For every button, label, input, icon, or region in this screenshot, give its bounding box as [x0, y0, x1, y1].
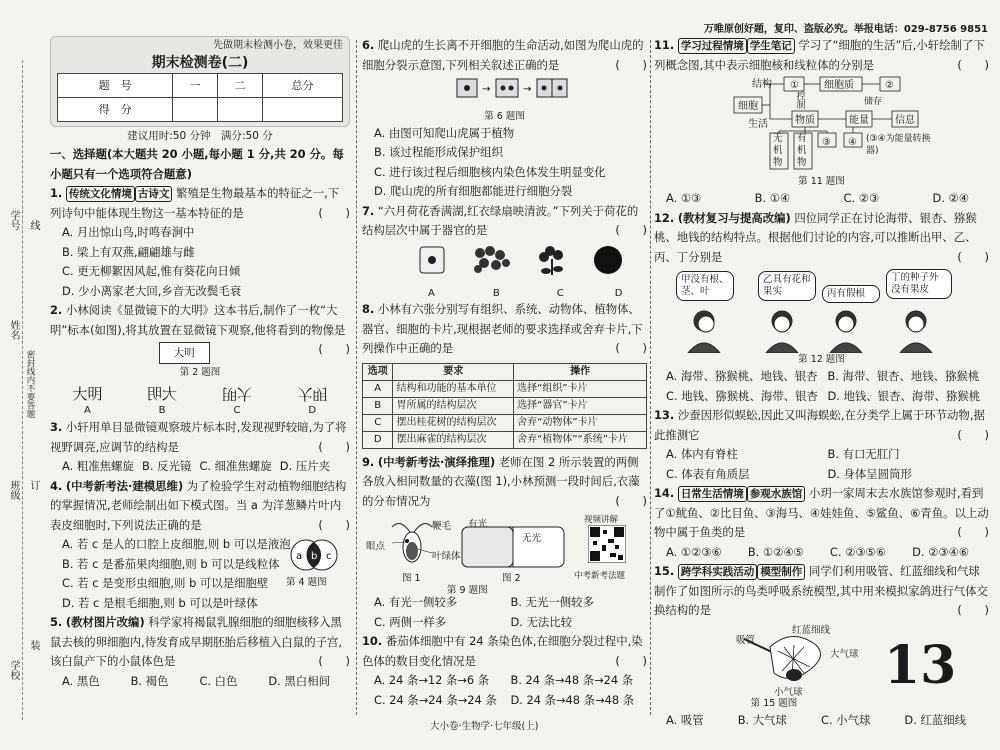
answer-paren[interactable]: ( ) [615, 223, 647, 237]
header-note: 先做期末检测小卷，效果更佳 [213, 40, 343, 51]
score-cell: 得 分 [58, 98, 173, 122]
context-tag: 日常生活情境 [678, 486, 747, 502]
score-input[interactable] [262, 98, 342, 122]
q2-figure [50, 342, 350, 366]
table-row: B 胃所属的结构层次 选择“器官”卡片 [363, 397, 647, 414]
exam-header [50, 36, 350, 127]
answer-paren[interactable]: ( ) [957, 603, 989, 617]
exam-meta: 建议用时:50 分钟 满分:50 分 [127, 130, 273, 142]
answer-paren[interactable]: ( ) [615, 57, 647, 72]
option: A. 若 c 是人的口腔上皮细胞,则 b 可以是液泡 [62, 537, 291, 551]
question-2: 2. 小林阅读《显微镜下的大明》这本书后,制作了一枚“大明”标本(如图),将其放置在显微镜下观察,他将看到的物像是 ( ) [50, 301, 350, 340]
answer-paren[interactable]: ( ) [957, 57, 989, 72]
question-9: 9. (中考新考法·演绎推理) 老师在图 2 所示装置的两侧各放入相同数量的衣藻(图 1),小林预测一段时间后,衣藻的分布情况为 ( ) [362, 453, 647, 512]
answer-paren[interactable]: ( ) [318, 342, 350, 356]
figure-caption: 第 12 题图 [798, 354, 845, 365]
label-straw: 吸管 [736, 634, 756, 646]
answer-paren[interactable]: ( ) [957, 427, 989, 442]
q12-figure [654, 267, 989, 353]
question-1: 1. 传统文化情境 古诗文 繁殖是生物最基本的特征之一,下列诗句中能体现生物这一基本特征的是 ( ) [50, 184, 350, 223]
side-ding: 订 [28, 480, 39, 490]
options-row: A. 粗准焦螺旋 B. 反光镜 C. 细准焦螺旋 D. 压片夹 [62, 459, 330, 473]
question-5: 5. (教材图片改编) 科学家将褐鼠乳腺细胞的细胞核移入黑鼠去核的卵细胞内,待发育成早期胚胎后移植入白鼠的子宫,该白鼠产下的小鼠体色是 ( ) [50, 613, 350, 672]
image-c: 大明 [222, 385, 253, 403]
option: C. 更无柳絮因风起,惟有葵花向日倾 [62, 264, 241, 278]
question-13: 13. 沙蚕因形似蜈蚣,因此又叫海蜈蚣,在分类学上属于环节动物,据此推测它 ( ) [654, 406, 989, 445]
side-zhuang: 装 [28, 640, 39, 650]
score-cell: 二 [218, 74, 263, 98]
answer-paren[interactable]: ( ) [318, 439, 350, 454]
answer-paren[interactable]: ( ) [615, 493, 647, 508]
options-row: A. 海带、猕猴桃、地钱、银杏 B. 海带、银杏、地钱、猕猴桃 [666, 369, 980, 383]
options-row: C. 两侧一样多 D. 无法比较 [374, 614, 573, 629]
option: B. 该过程能形成保护组织 [374, 145, 503, 159]
label-flagellum: 鞭毛 [432, 521, 452, 532]
label-light: 有光 [468, 519, 488, 530]
score-cell: 一 [173, 74, 218, 98]
answer-paren[interactable]: ( ) [615, 653, 647, 668]
venn-label-a: a [296, 551, 303, 562]
column-2 [362, 36, 647, 710]
label-small-balloon: 小气球 [774, 686, 803, 698]
answer-paren[interactable]: ( ) [318, 654, 350, 668]
image-b: 大明 [147, 385, 178, 403]
option: C. 若 c 是变形虫细胞,则 b 可以是细胞壁 [62, 576, 269, 590]
copyright-notice: 万唯原创好题，复印、盗版必究。举报电话：029-8756 9851 [703, 24, 988, 35]
speech-bubble: 甲没有根、茎、叶 [676, 271, 734, 301]
score-cell: 题 号 [58, 74, 173, 98]
q15-figure [654, 621, 874, 697]
binding-strip [4, 60, 44, 720]
label-thread: 红蓝细线 [792, 624, 831, 636]
concept-map: 结构 ① 细胞质 ② 细胞 控制 储存 生活 物质 能量 信息 无机物 有机物 ③ ④ (③④为能量转换器) [654, 75, 989, 175]
column-1 [50, 36, 350, 691]
option: D. 少小离家老大回,乡音无改鬓毛衰 [62, 283, 242, 298]
options-row: A. 体内有脊柱 B. 有口无肛门 [666, 447, 900, 461]
label-chloroplast: 叶绿体 [432, 551, 461, 562]
exam-title: 期末检测卷(二) [151, 55, 249, 71]
figure-caption: 第 11 题图 [798, 176, 845, 187]
footer: 大小卷·生物学·七年级(上) [430, 721, 539, 732]
label-big-balloon: 大气球 [830, 648, 859, 660]
figure-caption: 第 6 题图 [484, 110, 525, 122]
speech-bubble: 乙具有花和果实 [758, 271, 816, 301]
answer-paren[interactable]: ( ) [318, 517, 350, 532]
answer-paren[interactable]: ( ) [957, 249, 989, 264]
context-tag: 古诗文 [135, 186, 173, 202]
svg-text:→: → [523, 84, 532, 95]
question-10: 10. 番茄体细胞中有 24 条染色体,在细胞分裂过程中,染色体的数目变化情况是 ( ) [362, 632, 647, 671]
column-divider [356, 40, 357, 715]
options-row: A. 黑色 B. 褐色 C. 白色 D. 黑白相间 [62, 673, 330, 688]
options-row: C. 24 条→24 条→24 条 D. 24 条→48 条→48 条 [374, 692, 635, 707]
side-name: 姓名 [8, 320, 19, 340]
score-table [57, 73, 343, 122]
options-row: A. 有光一侧较多 B. 无光一侧较多 [374, 595, 594, 609]
table-header: 选项 [363, 363, 393, 380]
column-divider [650, 40, 651, 715]
image-a: 大明 [72, 385, 103, 403]
score-input[interactable] [218, 98, 263, 122]
venn-label-c: c [326, 551, 332, 562]
option: A. 月出惊山鸟,时鸣春涧中 [62, 225, 195, 239]
q2-labels: A B C D [83, 405, 317, 416]
answer-paren[interactable]: ( ) [957, 525, 989, 539]
page-number: 13 [884, 635, 957, 696]
fig2-label: 图 2 [502, 573, 521, 584]
question-15: 15. 跨学科实践活动 模型制作 同学们利用吸管、红蓝细线和气球制作了如图所示的鸟类呼吸系统模型,其中用来模拟家鸽进行气体交换结构的是 ( ) [654, 562, 989, 621]
venn-diagram [282, 537, 346, 573]
options-row: A. ①②③⑥ B. ①②④⑤ C. ②③⑤⑥ D. ②③④⑥ [666, 544, 969, 559]
context-tag: 模型制作 [757, 564, 805, 580]
speech-bubble: 丁的种子外没有果皮 [886, 269, 952, 299]
context-tag: 学生笔记 [747, 38, 795, 54]
q7-labels: A B C D [428, 288, 623, 299]
question-7: 7. “六月荷花香满湖,红衣绿扇映清波。”下列关于荷花的结构层次中属于器官的是 ( ) [362, 202, 647, 241]
question-8: 8. 小林有六张分别写有组织、系统、动物体、植物体、器官、细胞的卡片,现根据老师的要求选择或舍弃卡片,下列操作中正确的是 ( ) [362, 300, 647, 359]
table-row: A 结构和功能的基本单位 选择“组织”卡片 [363, 380, 647, 397]
options-row: C. 体表有角质层 D. 身体呈圆筒形 [666, 466, 912, 481]
label-eyespot: 眼点 [366, 541, 386, 552]
question-4: 4. (中考新考法·建模思维) 为了检验学生对动植物细胞结构的掌握情况,老师绘制出如下模式图。当 a 为洋葱鳞片叶内表皮细胞时,下列说法正确的是 ( ) [50, 477, 350, 536]
option: D. 爬山虎的所有细胞都能进行细胞分裂 [374, 184, 573, 198]
option: D. 若 c 是根毛细胞,则 b 可以是叶绿体 [62, 595, 258, 610]
q9-figure [362, 511, 647, 596]
side-school: 学校 [8, 660, 19, 680]
score-cell: 总分 [262, 74, 342, 98]
side-id: 学号 [8, 210, 19, 230]
table-row: C 摆出桂花树的结构层次 舍弃“动物体”卡片 [363, 414, 647, 431]
question-11: 11. 学习过程情境 学生笔记 学习了“细胞的生活”后,小轩绘制了下列概念图,其中表示细胞核和线粒体的分别是 ( ) [654, 36, 989, 75]
specimen-label: 大明 [159, 342, 210, 364]
figure-caption: 第 2 题图 [179, 367, 221, 378]
question-3: 3. 小轩用单目显微镜观察玻片标本时,发现视野较暗,为了将视野调亮,应调节的结构是 ( ) [50, 418, 350, 457]
context-tag: 参观水族馆 [747, 486, 806, 502]
q8-table [362, 363, 647, 449]
qr-code[interactable] [588, 525, 626, 563]
options-row: A. ①③ B. ①④ C. ②③ D. ②④ [666, 191, 969, 205]
figure-caption: 第 9 题图 [447, 585, 488, 596]
column-3 [654, 36, 989, 730]
venn-label-b: b [311, 551, 318, 562]
image-d: 大明 [297, 385, 328, 403]
side-class: 班级 [8, 480, 19, 500]
options-row: A. 吸管 B. 大气球 C. 小气球 D. 红蓝细线 [666, 712, 966, 727]
qr-title: 视频讲解 [584, 515, 619, 525]
svg-text:→: → [482, 84, 491, 95]
students-illustration [654, 307, 989, 353]
options-row: C. 地钱、猕猴桃、海带、银杏 D. 地钱、银杏、海带、猕猴桃 [666, 388, 981, 403]
answer-paren[interactable]: ( ) [615, 341, 647, 355]
figure-caption: 第 4 题图 [286, 577, 327, 588]
side-line: 线 [28, 220, 39, 230]
label-dark: 无光 [522, 533, 542, 544]
fig1-label: 图 1 [402, 573, 421, 584]
section-heading: 一、选择题(本大题共 20 小题,每小题 1 分,共 20 分。每小题只有一个选项符合题意) [50, 147, 344, 181]
question-6: 6. 爬山虎的生长离不开细胞的生命活动,如图为爬山虎的细胞分裂示意图,下列相关叙述正确的是 ( ) [362, 36, 647, 75]
option: C. 进行该过程后细胞核内染色体发生明显变化 [374, 164, 606, 179]
question-12: 12. (教材复习与提高改编) 四位同学正在讨论海带、银杏、猕猴桃、地钱的结构特点。根据他们讨论的内容,可以推断出甲、乙、丙、丁分别是 ( ) [654, 209, 989, 268]
qr-caption: 中考新考法题 [574, 571, 626, 581]
option: B. 若 c 是番茄果肉细胞,则 b 可以是线粒体 [62, 556, 280, 571]
q2-images [50, 384, 350, 404]
table-header: 要求 [393, 363, 514, 380]
context-tag: 跨学科实践活动 [678, 564, 758, 580]
answer-paren[interactable]: ( ) [318, 205, 350, 220]
context-tag: 传统文化情境 [66, 186, 135, 202]
cell-division-figure [362, 75, 647, 103]
speech-bubble: 丙有假根 [822, 285, 880, 303]
context-tag: 学习过程情境 [678, 38, 747, 54]
question-14: 14. 日常生活情境 参观水族馆 小玥一家周末去水族馆参观时,看到了①鱿鱼、②比目鱼、③海马、④娃娃鱼、⑤鲨鱼、⑥青鱼。以上动物中属于鱼类的是 ( ) [654, 484, 989, 543]
figure-caption: 第 15 题图 [750, 697, 798, 709]
table-header: 操作 [514, 363, 647, 380]
option: B. 梁上有双燕,翩翩雄与雌 [62, 244, 195, 259]
table-row: D 摆出麻雀的结构层次 舍弃“植物体”“系统”卡片 [363, 431, 647, 448]
option: A. 由图可知爬山虎属于植物 [374, 125, 515, 140]
side-warning: 密封线内不要答题 [25, 350, 35, 418]
options-row: A. 24 条→12 条→6 条 B. 24 条→48 条→24 条 [374, 673, 634, 687]
lotus-structures-figure [362, 241, 647, 281]
score-input[interactable] [173, 98, 218, 122]
